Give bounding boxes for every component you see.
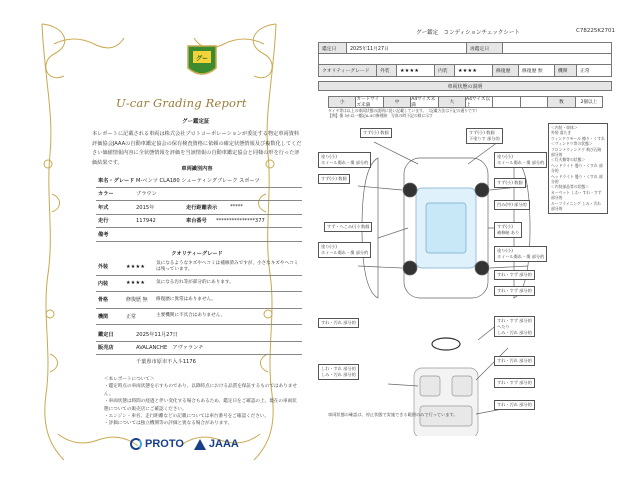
engine-value: 正常 bbox=[580, 69, 590, 74]
quality-row-exterior bbox=[96, 259, 302, 276]
sheet-hint bbox=[328, 108, 480, 118]
vehicle-row-key: 年式 bbox=[98, 204, 109, 211]
condition-legend bbox=[548, 123, 608, 214]
damage-annotation: 塗り(小) ホイール傷れ・傷 部分的 bbox=[494, 246, 547, 262]
legend-line: ルーフライニング しみ・汚れ 部分的 bbox=[551, 200, 602, 212]
vehicle-row-key: 車名・グレード bbox=[98, 177, 135, 184]
note-item: ・鑑定時点の車両状態を示すものであり、以降時点における品質を保証するものではありません。 bbox=[104, 384, 297, 397]
exterior-value: ★★★★ bbox=[397, 65, 435, 76]
sheet-id: C78225K2701 bbox=[576, 28, 615, 34]
appraisal-date-label: 鑑定日 bbox=[98, 331, 114, 338]
note-item: ・評価については独立機関等の評価と異なる場合があります。 bbox=[104, 421, 233, 427]
repair-label: 修復歴 bbox=[493, 65, 519, 76]
size-cell: カードサイズ未満 bbox=[356, 97, 383, 107]
appraisal-info bbox=[96, 328, 302, 369]
damage-annotation: すず・へこみ(小) 数個 bbox=[324, 222, 372, 232]
wheel-rear-left bbox=[403, 261, 417, 275]
sheet-title: グー鑑定 コンディションチェックシート bbox=[416, 30, 520, 36]
quality-row-desc: 気になるようなキズやヘコミは補修済みですが、小さなキズやヘコミは残っています。 bbox=[156, 260, 299, 272]
quality-row-key: 骨格 bbox=[98, 297, 109, 304]
jaaa-logo bbox=[194, 438, 239, 450]
vehicle-row-value: 117942 bbox=[136, 217, 156, 224]
sheet-header-grid bbox=[318, 42, 612, 77]
notes-title: ＜本レポートについて＞ bbox=[104, 377, 155, 382]
sheet-spacer-row bbox=[319, 54, 611, 65]
report-notes bbox=[104, 376, 300, 428]
note-item: ・車両状態は時間の経過と伴い変化する場合もあるため、鑑定日をご確認の上、現在の車両状態についての販売店にご確認ください。 bbox=[104, 399, 297, 412]
size-cell: A4サイズ以上 bbox=[466, 97, 493, 107]
certificate-label: グー鑑定証 bbox=[182, 119, 210, 125]
quality-row-key: 機関 bbox=[98, 313, 109, 320]
jaaa-logo-text: JAAA bbox=[208, 438, 239, 450]
vehicle-state-section-title: 車両状態の説明 bbox=[318, 81, 612, 91]
interior-label: 内装 bbox=[435, 65, 455, 76]
vehicle-row-key: カラー bbox=[98, 191, 114, 198]
damage-annotation: すず(小) 数個 下塗りす 部分的 bbox=[466, 128, 503, 144]
condition-check-sheet bbox=[318, 28, 636, 468]
damage-annotation: 塗り(小) ホイール傷れ・傷 部分的 bbox=[318, 152, 371, 168]
quality-row-stars: 修復歴 無 bbox=[126, 297, 148, 304]
certificate-intro: 本レポートに記載される車両は株式会社プロトコーポレーションが委託する物定車両資料評価協会JAAAの自動車鑑定協会の保有検査資格に依頼の確定状態情報及び複数化してください価値情報内容に全状態情報を評価を当該情報の自動車鑑定協会と同様の形を行った評価結果です。 bbox=[92, 131, 302, 166]
vehicle-row-value: 2015年 bbox=[136, 204, 155, 211]
legend-line: ＜内装・車体＞ bbox=[551, 125, 578, 130]
hint-line: タイヤ等は以上の車両状態の説明に従い記載しています。（記載方法は下記の通りです） bbox=[328, 108, 480, 113]
proto-mark-icon bbox=[130, 438, 142, 450]
appraisal-date-value: 2025年11月27日 bbox=[347, 43, 467, 53]
damage-annotation: すれ・すず 部分的 bbox=[494, 378, 535, 388]
damage-annotation: すれ・汚れ 部分的 bbox=[494, 400, 535, 410]
quality-row-key: 外装 bbox=[98, 264, 109, 271]
damage-annotation: すず(小) 数個 bbox=[360, 128, 392, 138]
repair-value: 修復歴 無 bbox=[519, 65, 555, 76]
reappraisal-date-label: 再鑑定日 bbox=[467, 43, 503, 53]
vehicle-row-key2: 車台番号 bbox=[186, 218, 207, 225]
quality-row-key: 内装 bbox=[98, 280, 109, 287]
damage-annotation: すず(小) 数個 bbox=[318, 174, 350, 184]
vehicle-row-value: M-ベンツ CLA180 シューティングブレーク スポーツ bbox=[136, 177, 260, 184]
wheel-front-right bbox=[475, 183, 489, 197]
size-cell bbox=[493, 97, 520, 107]
size-cell: A4サイズ未満 bbox=[411, 97, 438, 107]
legend-line: ＜灯火類等の状態＞ bbox=[551, 157, 586, 163]
jaaa-mark-icon bbox=[194, 439, 206, 450]
car-roof-outline bbox=[426, 203, 466, 253]
damage-annotation: 凹み(中) 部分的 bbox=[494, 200, 530, 210]
legend-line: 外装 落ちき bbox=[551, 130, 572, 136]
vehicle-row-color bbox=[96, 188, 302, 202]
legend-line: カーペット しわ・すれ・すず 部分的 bbox=[551, 189, 602, 201]
appraisal-date-row bbox=[96, 328, 302, 342]
proto-logo-text: PROTO bbox=[145, 438, 184, 450]
vehicle-row-value: ブラウン bbox=[136, 191, 157, 198]
size-cell: 2個以上 bbox=[580, 100, 598, 105]
vehicle-row-key: 備考 bbox=[98, 231, 109, 238]
legend-line: ヘッドライト 曇り・くすれ 部分的 bbox=[551, 162, 603, 174]
quality-row-desc: 気になる汚れ等が部分的にあります。 bbox=[156, 280, 234, 286]
quality-table bbox=[96, 259, 302, 325]
goo-kantei-badge-icon bbox=[184, 42, 220, 82]
size-legend-table bbox=[328, 96, 603, 108]
damage-annotation: すず(小) 数個 bbox=[494, 178, 526, 188]
quality-grade-label: クオリティーグレード bbox=[319, 65, 377, 76]
address-value: 千葉県市原市不入斗1176 bbox=[136, 359, 196, 366]
damage-annotation: 塗り(小) ホイール傷れ・傷 部分的 bbox=[318, 242, 371, 258]
size-cell: 数 bbox=[548, 97, 575, 107]
vehicle-row-year bbox=[96, 201, 302, 215]
certificate bbox=[34, 14, 302, 470]
quality-row-interior bbox=[96, 276, 302, 293]
legend-line: ＜内装部品等の状態＞ bbox=[551, 184, 589, 190]
report-script-title: U-car Grading Report bbox=[116, 96, 247, 110]
wheel-rear-right bbox=[475, 261, 489, 275]
damage-annotation: すれ・汚れ 部分的 bbox=[494, 356, 535, 366]
footer-logos bbox=[130, 438, 239, 450]
quality-row-stars: ★★★★ bbox=[126, 263, 146, 270]
svg-text:グー: グー bbox=[195, 55, 209, 63]
damage-annotation: しわ・すれ 部分的 しみ・汚れ 部分的 bbox=[318, 364, 359, 380]
damage-annotation: すれ・すず 部分的 bbox=[494, 270, 535, 280]
size-cell: 大 bbox=[439, 97, 466, 107]
interior-value: ★★★★ bbox=[455, 65, 493, 76]
reappraisal-date-value bbox=[503, 43, 611, 53]
appraisal-date-label: 鑑定日 bbox=[319, 43, 347, 53]
vehicle-row-key2: 走行距離表示 bbox=[186, 204, 218, 211]
legend-line: ヘッドライト 曇り・くすれ 部分的 bbox=[551, 173, 603, 185]
sheet-date-row bbox=[319, 43, 611, 54]
damage-annotation: すれ・すず 部分的 へたり しみ・汚れ 部分的 bbox=[494, 316, 535, 337]
quality-row-desc: 修復歴に異常はありません。 bbox=[156, 296, 216, 302]
engine-label: 機関 bbox=[555, 65, 577, 76]
address-row bbox=[96, 355, 302, 369]
damage-annotation: 塗り(小) ホイール傷れ・傷 部分的 bbox=[494, 152, 547, 168]
vehicle-row-name bbox=[96, 174, 302, 188]
quality-row-stars: ★★★★ bbox=[126, 280, 146, 287]
vehicle-row-mileage bbox=[96, 215, 302, 229]
hint-line: 【例】傷 3か以一種記A-4の修理跡 写真の時下記の様に示す bbox=[328, 113, 433, 118]
quality-row-engine bbox=[96, 309, 302, 326]
quality-row-frame bbox=[96, 292, 302, 309]
damage-annotation: すず(小) 補修跡 あり bbox=[494, 222, 522, 238]
sheet-spacer-cell bbox=[319, 54, 611, 64]
vehicle-row-key: 走行 bbox=[98, 218, 109, 225]
vehicle-row-value2: ***************377 bbox=[216, 217, 265, 224]
proto-logo bbox=[130, 438, 184, 450]
vehicle-section-title: 車両識別内容 bbox=[181, 166, 213, 172]
legend-line: ＜ヴィンドウ等の状態＞ bbox=[551, 141, 593, 147]
sheet-footer-note: 車両状態の確認は、停止状態で実施できる範囲のみで行っています。 bbox=[328, 412, 458, 417]
vehicle-row-remarks bbox=[96, 228, 302, 242]
damage-annotation: すれ・すず 部分的 bbox=[494, 286, 535, 296]
vehicle-table bbox=[96, 174, 302, 242]
shop-value: AVALANCHE アヴァランチ bbox=[136, 345, 204, 352]
legend-line: ウィンドウモール 擦り・くすれ bbox=[551, 135, 605, 141]
shop-row bbox=[96, 342, 302, 356]
shop-label: 販売店 bbox=[98, 345, 114, 352]
quality-row-stars: 正常 bbox=[126, 313, 137, 320]
quality-row-desc: 主要機関に不具合はありません。 bbox=[156, 313, 226, 319]
wheel-front-left bbox=[403, 183, 417, 197]
quality-section-title: クオリティーグレード bbox=[171, 251, 223, 257]
steering-wheel-icon bbox=[432, 338, 460, 350]
size-cell: 小 bbox=[329, 97, 356, 107]
exterior-label: 外装 bbox=[377, 65, 397, 76]
size-cell bbox=[521, 97, 548, 107]
note-item: ・エンジン・車名、走行距離などの記載については車台番号をご確認ください。 bbox=[104, 414, 270, 420]
appraisal-date-value: 2025年11月27日 bbox=[136, 331, 178, 338]
vehicle-row-value2: ***** bbox=[230, 204, 243, 211]
legend-line: フロントウィンドウ 飛び石跡 部分的 bbox=[551, 146, 602, 158]
size-cell: 中 bbox=[384, 97, 411, 107]
damage-annotation: すれ・汚れ 部分的 bbox=[318, 318, 359, 328]
quality-grade-row bbox=[319, 65, 611, 76]
